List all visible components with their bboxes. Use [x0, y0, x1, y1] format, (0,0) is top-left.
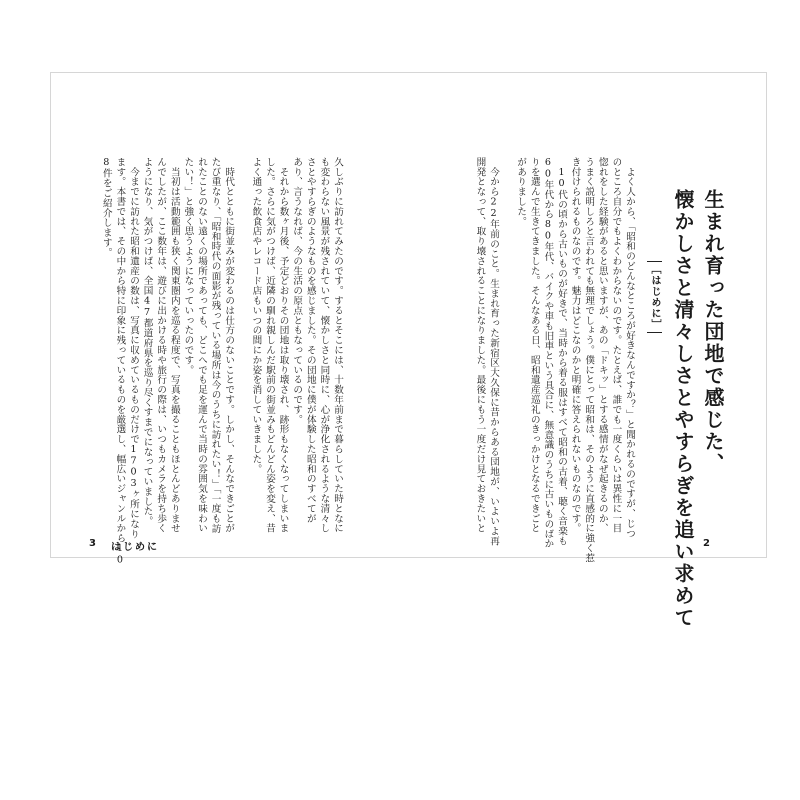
right-body-line: よく人から、「昭和のどんなところが好きなんですか？」と聞かれるのですが、じつ [624, 157, 635, 539]
left-body-line: たい！」と強く思うようになっていったのです。 [182, 157, 194, 375]
book-spread [50, 72, 767, 629]
right-body-line: 60年代から80年代、バイクや車も旧車という具合に、無意識のうちに古いものばか [542, 157, 554, 549]
right-body-line: 惚れをした経験があると思いますが、あの「ドキッ」とする感情がなぜ起きるのか、 [596, 157, 608, 534]
left-body-line: んでしたが、ここ数年は、遊びに出かける時や旅行の際は、いつもカメラを持ち歩く [155, 157, 167, 534]
section-tag: ［はじめに］ [647, 261, 662, 333]
chapter-title-line-1: 生まれ育った団地で感じた、 [701, 189, 725, 475]
chapter-title-line-2: 懐かしさと清々しさとやすらぎを追い求めて [671, 189, 695, 629]
right-body-line: 10代の頃から古いものが好きで、当時から着る服はすべて昭和の古着、聴く音楽も [556, 157, 567, 546]
left-body-line: 8件をご紹介します。 [100, 157, 112, 258]
page-number-left: 3 [89, 538, 96, 549]
right-body-line: のところ自分でもよくわからないのです。たとえば、誰でも一度くらいは異性に一目 [610, 157, 622, 534]
left-body-line: さとやすらぎのようなものを感じました。その団地に僕が体験した昭和のすべてが [304, 157, 316, 524]
left-body-line: 当初は活動範囲も狭く関東圏内を巡る程度で、写真を撮ることもほとんどありませ [168, 157, 180, 534]
left-body-line: 時代とともに街並みが変わるのは仕方のないことです。しかし、そんなできごとが [223, 157, 235, 534]
left-body-line: あり、言うなれば、今の生活の原点ともなっているのです。 [291, 157, 303, 425]
right-body-line: 開発となって、取り壊されることになりました。最後にもう一度だけ見ておきたいと [474, 157, 486, 534]
left-body-line: れたことのない遠くの場所であっても、どこへでも足を運んで当時の雰囲気を味わい [196, 157, 207, 534]
left-body-line: 今までに訪れた昭和遺産の数は、写真に収めているものだけで1703ヶ所になり [128, 157, 139, 539]
left-body-line: した。さらに気がつけば、近隣の馴れ親しんだ駅前の街並みもどんどん姿を変え、昔 [264, 157, 275, 534]
left-body-line: ようになり、気がつけば、全国47都道府県を巡り尽くすまでになっていました。 [141, 157, 153, 527]
left-body-line: ます。本書では、その中から特に印象に残っているものを厳選し、幅広いジャンルから10 [114, 157, 126, 566]
right-body-line: がありました。 [515, 157, 527, 227]
right-body-line: うまく説明しろと言われても無理でしょう。僕にとって昭和は、そのように直感的に強く惹 [583, 157, 595, 563]
page-number-right: 2 [703, 538, 710, 549]
right-body-line: き付けられるものなのです。魅力はどこなのかと明確に答えられないものなのです。 [569, 157, 581, 534]
left-body-line: たび重なり、「昭和時代の面影が残っている場所は今のうちに訪れたい！」「一度も訪 [209, 157, 221, 534]
left-body-line: それから数ヶ月後、予定どおりその団地は取り壊され、跡形もなくなってしまいま [277, 157, 289, 534]
left-body-line: よく通った飲食店やレコード店もいつの間にか姿を消していきました。 [250, 157, 262, 474]
running-head: はじめに [111, 542, 159, 553]
right-body-line: 今から22年前のこと。生まれ育った新宿区大久保に昔からある団地が、いよいよ再 [488, 157, 499, 546]
right-body-line: りを選んで生きてきました。そんなある日、昭和遺産巡礼のきっかけとなるできごと [528, 157, 540, 534]
left-body-line: 久しぶりに訪れてみたのです。するとそこには、十数年前まで暮らしていた時となに [332, 157, 343, 534]
left-body-line: も変わらない風景が残されていて、懐かしさと同時に、心が浄化されるような清々し [318, 157, 330, 534]
